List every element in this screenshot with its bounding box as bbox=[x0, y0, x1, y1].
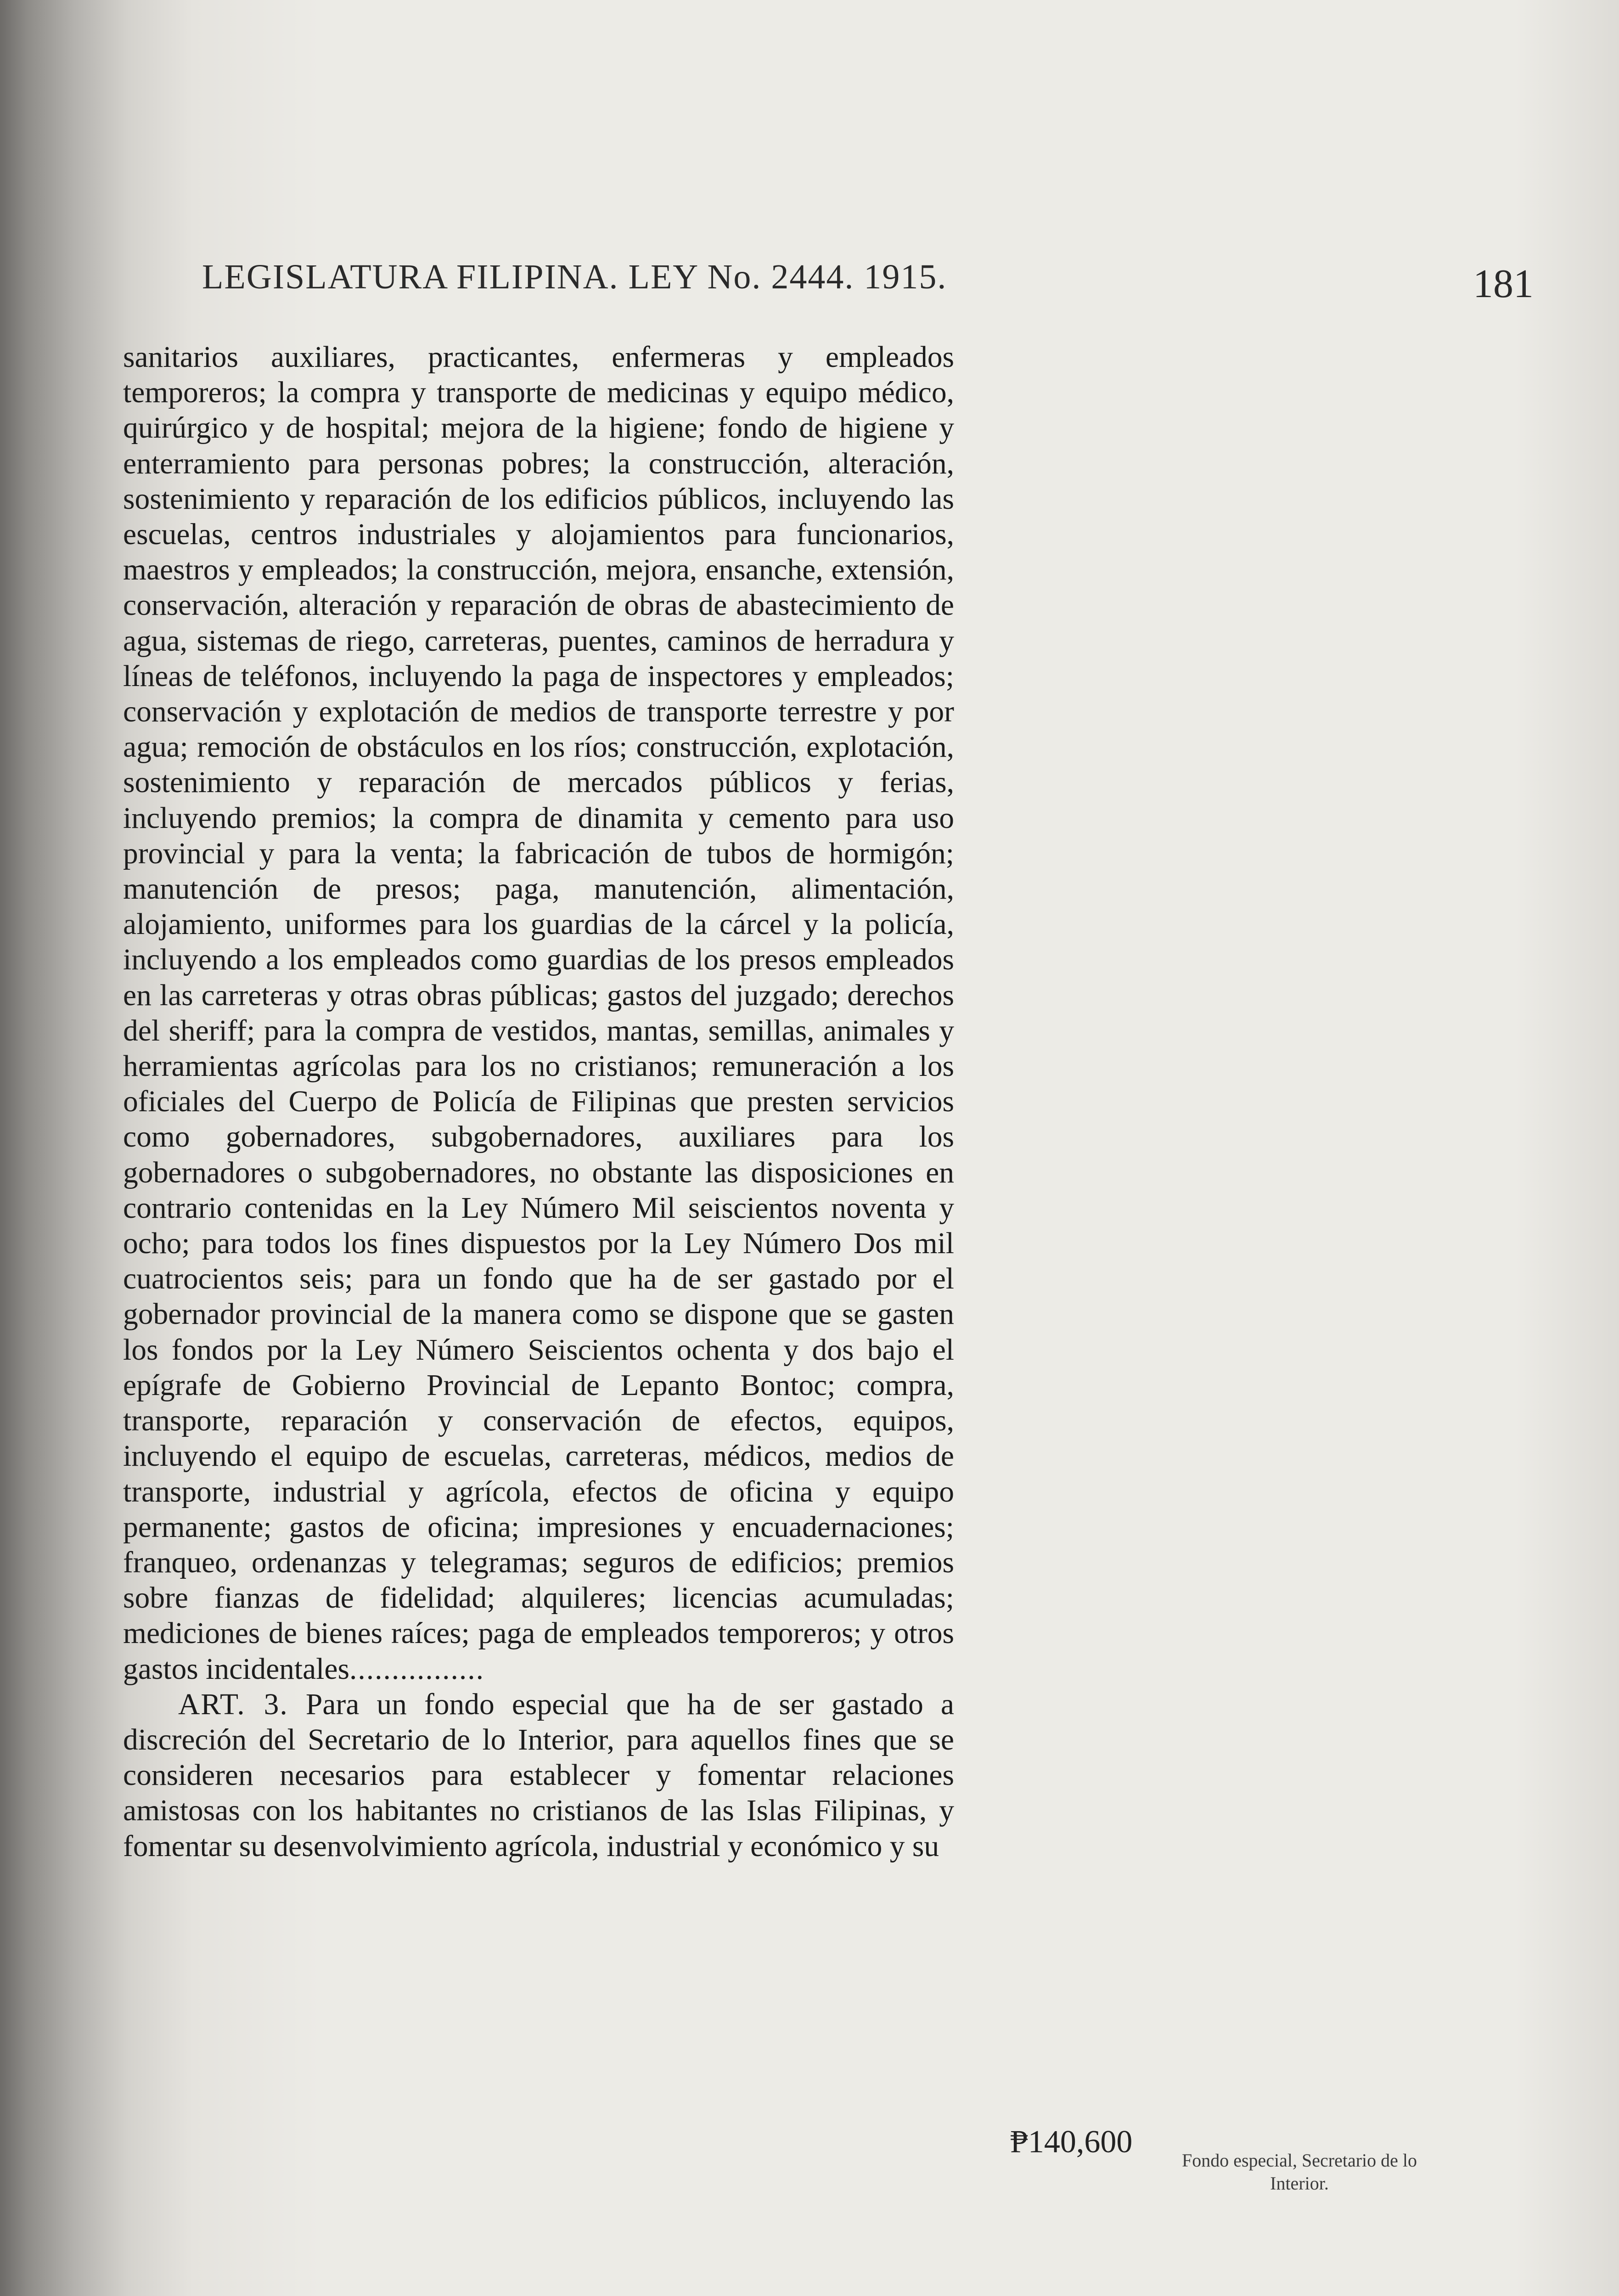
dot-leader: ................ bbox=[349, 1652, 484, 1686]
page-number: 181 bbox=[1473, 262, 1534, 306]
page-header bbox=[202, 257, 1534, 317]
article-label: ART. 3. bbox=[178, 1688, 288, 1721]
paragraph-2 bbox=[123, 1687, 954, 1864]
running-head: LEGISLATURA FILIPINA. LEY No. 2444. 1915. bbox=[202, 258, 947, 296]
paragraph-1-text: sanitarios auxiliares, practicantes, enfermeras y empleados temporeros; la compra y transporte de medicinas y equipo médico, quirúrgico y de hospital; mejora de la higiene; fondo de higiene y enterramiento para personas pobres; la construcción, alteración, sostenimiento y reparación de los edificios públicos, incluyendo las escuelas, centros industriales y alojamientos para funcionarios, maestros y empleados; la construcción, mejora, ensanche, extensión, conservación, alteración y reparación de obras de abastecimiento de agua, sistemas de riego, carreteras, puentes, caminos de herradura y líneas de teléfonos, incluyendo la paga de inspectores y empleados; conservación y explotación de medios de transporte terrestre y por agua; remoción de obstáculos en los ríos; construcción, explotación, sostenimiento y reparación de mercados públicos y ferias, incluyendo premios; la compra de dinamita y cemento para uso provincial y para la venta; la fabricación de tubos de hormigón; manutención de presos; paga, manutención, alimentación, alojamiento, uniformes para los guardias de la cárcel y la policía, incluyendo a los empleados como guardias de los presos empleados en las carreteras y otras obras públicas; gastos del juzgado; derechos del sheriff; para la compra de vestidos, mantas, semillas, animales y herramientas agrícolas para los no cristianos; remuneración a los oficiales del Cuerpo de Policía de Filipinas que presten servicios como gobernadores, subgobernadores, auxiliares para los gobernadores o subgobernadores, no obstante las disposiciones en contrario contenidas en la Ley Número Mil seiscientos noventa y ocho; para todos los fines dispuestos por la Ley Número Dos mil cuatrocientos seis; para un fondo que ha de ser gastado por el gobernador provincial de la manera como se dispone que se gasten los fondos por la Ley Número Seiscientos ochenta y dos bajo el epígrafe de Gobierno Provincial de Lepanto Bontoc; compra, transporte, reparación y conservación de efectos, equipos, incluyendo el equipo de escuelas, carreteras, médicos, medios de transporte, industrial y agrícola, efectos de oficina y equipo permanente; gastos de oficina; impresiones y encuadernaciones; franqueo, ordenanzas y telegramas; seguros de edificios; premios sobre fianzas de fidelidad; alquileres; licencias acumuladas; mediciones de bienes raíces; paga de empleados temporeros; y otros gastos incidentales bbox=[123, 341, 954, 1686]
marginal-note: Fondo especial, Secretario de lo Interior. bbox=[1181, 2150, 1417, 2194]
body-text bbox=[123, 340, 954, 1864]
paragraph-1 bbox=[123, 340, 954, 1687]
paragraph-2-text: Para un fondo especial que ha de ser gastado a discreción del Secretario de lo Interior, para aquellos fines que se consideren necesarios para establecer y fomentar relaciones amistosas con los habitantes no cristianos de las Islas Filipinas, y fomentar su desenvolvimiento agrícola, industrial y económico y su bbox=[123, 1688, 954, 1863]
appropriation-amount: ₱140,600 bbox=[1010, 2124, 1133, 2160]
